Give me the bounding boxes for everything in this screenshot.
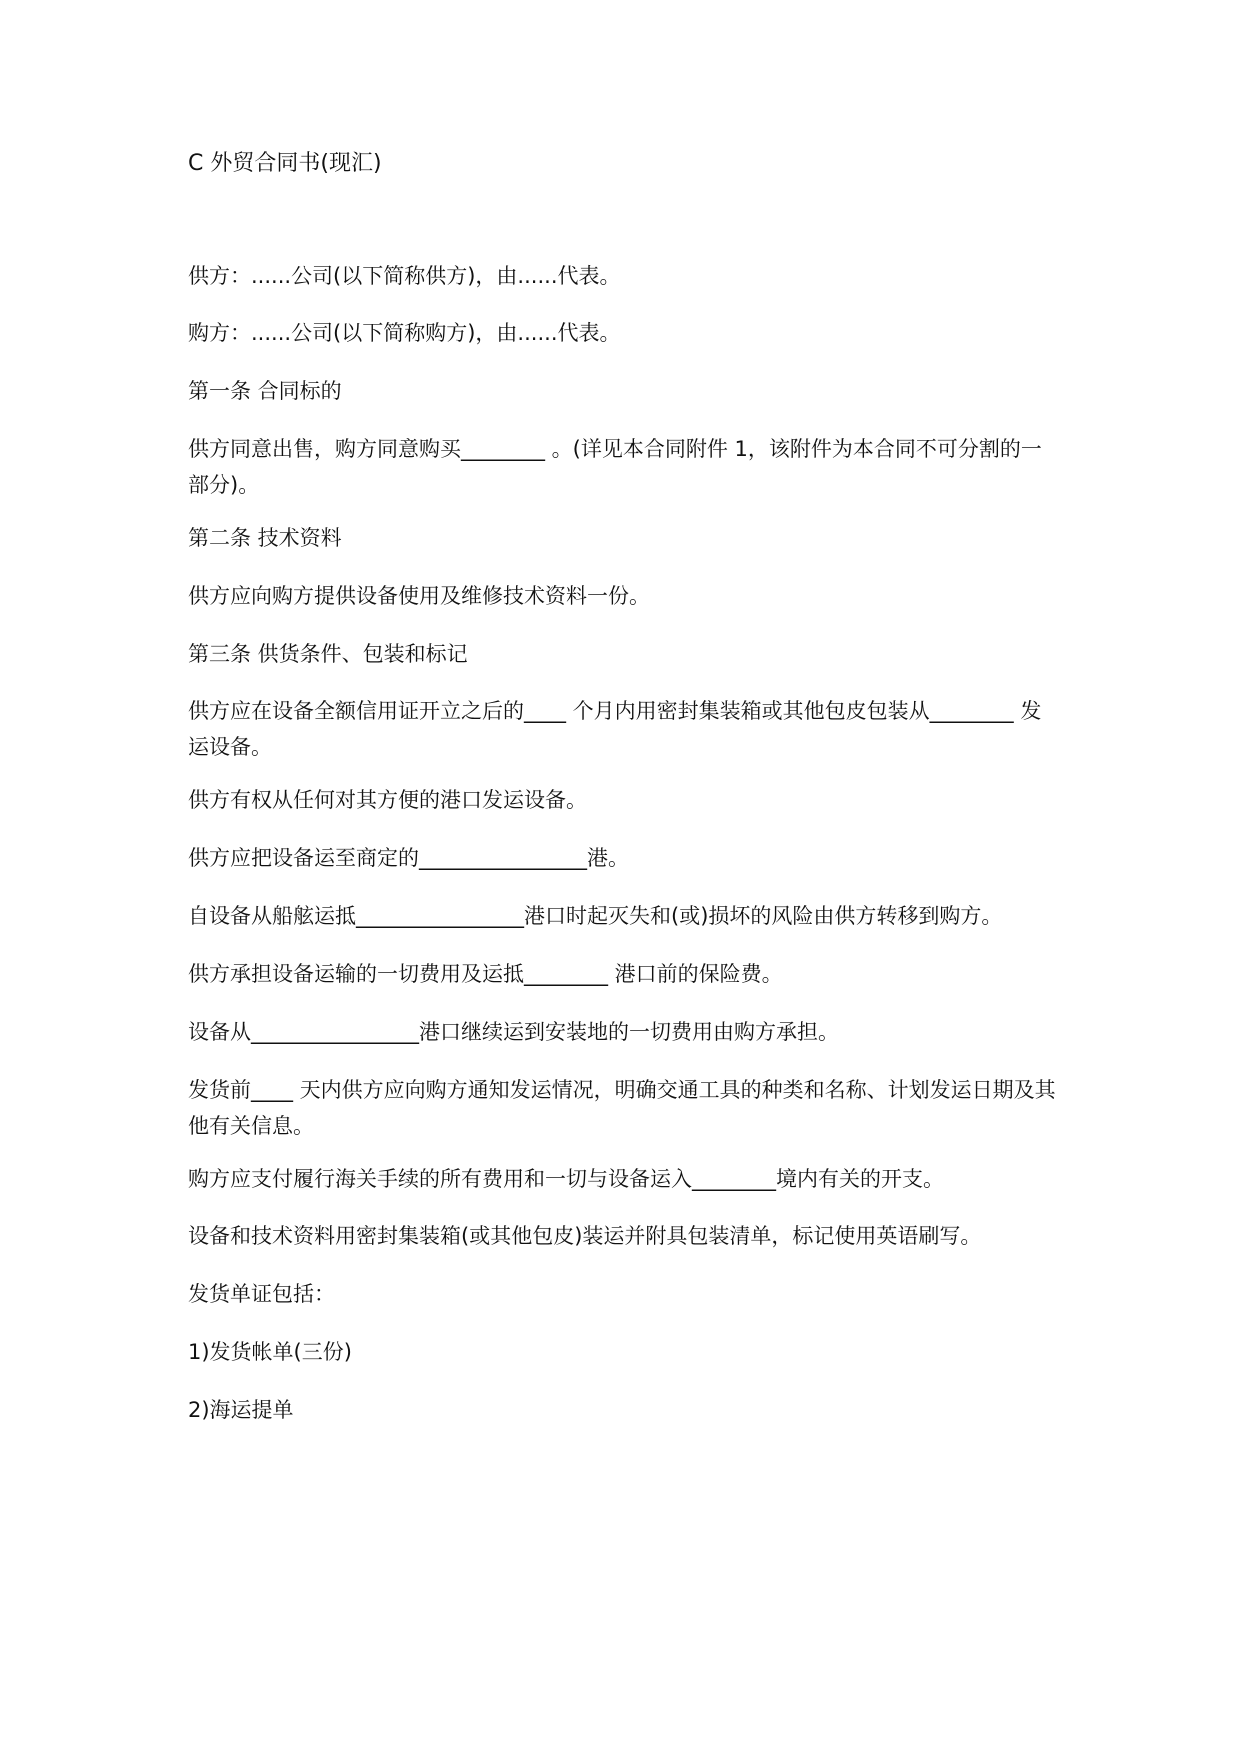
paragraph-packing: 设备和技术资料用密封集装箱(或其他包皮)装运并附具包装清单，标记使用英语刷写。 [188,1224,982,1248]
paragraph-destination-port: 供方应把设备运至商定的________________港。 [188,846,629,870]
list-item-bill-of-lading: 2)海运提单 [188,1398,294,1422]
paragraph-article-2: 供方应向购方提供设备使用及维修技术资料一份。 [188,584,650,608]
article-heading-3: 第三条 供货条件、包装和标记 [188,642,468,666]
paragraph-supplier-costs: 供方承担设备运输的一切费用及运抵________ 港口前的保险费。 [188,962,783,986]
article-heading-1: 第一条 合同标的 [188,379,342,403]
paragraph-article-1: 供方同意出售，购方同意购买________ 。(详见本合同附件 1，该附件为本合同不可分割的一部分)。 [188,437,1042,497]
paragraph-buyer-costs: 设备从________________港口继续运到安装地的一切费用由购方承担。 [188,1020,839,1044]
document-title: C 外贸合同书(现汇) [188,151,382,176]
paragraph-delivery-terms: 供方应在设备全额信用证开立之后的____ 个月内用密封集装箱或其他包皮包装从________ 发运设备。 [188,699,1042,759]
paragraph-risk-transfer: 自设备从船舷运抵________________港口时起灭失和(或)损坏的风险由供方转移到购方。 [188,904,1003,928]
list-item-invoice: 1)发货帐单(三份) [188,1340,352,1364]
article-heading-2: 第二条 技术资料 [188,526,342,550]
paragraph-shipment-notice: 发货前____ 天内供方应向购方通知发运情况，明确交通工具的种类和名称、计划发运日期及其他有关信息。 [188,1078,1056,1138]
paragraph-supplier: 供方：......公司(以下简称供方)，由......代表。 [188,264,621,288]
paragraph-customs-fees: 购方应支付履行海关手续的所有费用和一切与设备运入________境内有关的开支。 [188,1167,944,1191]
paragraph-buyer: 购方：......公司(以下简称购方)，由......代表。 [188,321,621,345]
paragraph-shipping-port: 供方有权从任何对其方便的港口发运设备。 [188,788,587,812]
paragraph-shipping-documents: 发货单证包括： [188,1282,335,1306]
